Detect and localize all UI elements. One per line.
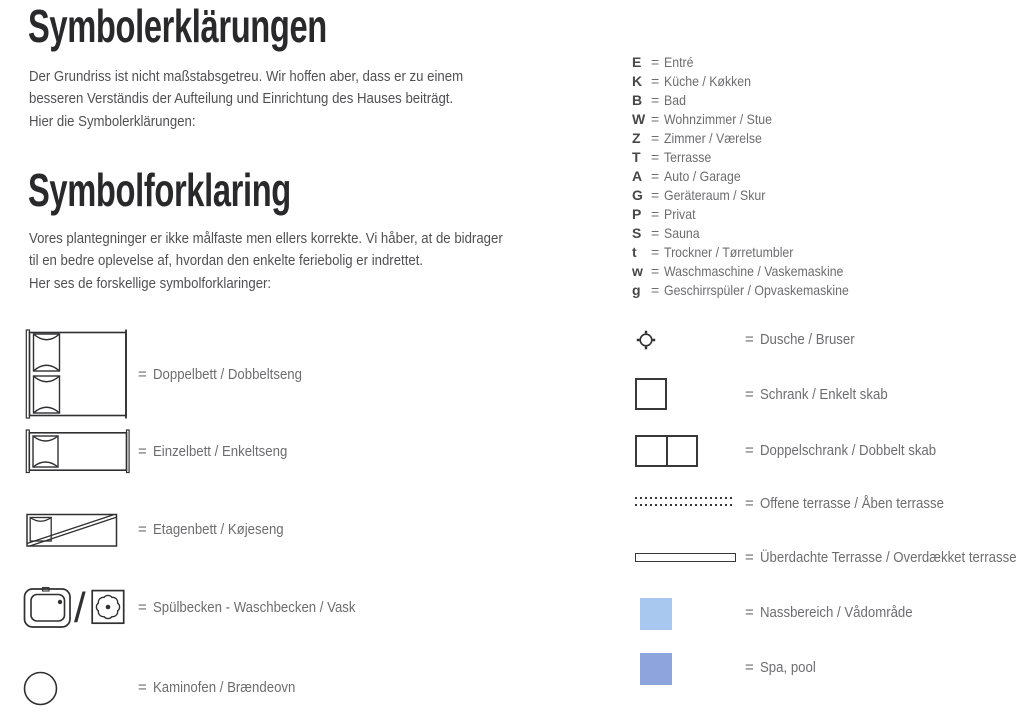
equals-sign: = xyxy=(651,206,660,222)
abbreviation-letter: w xyxy=(632,263,643,279)
abbreviation-meaning: Terrasse xyxy=(664,149,712,165)
abbreviation-letter: S xyxy=(632,225,642,241)
abbreviation-letter: P xyxy=(632,206,642,222)
abbreviation-meaning: Privat xyxy=(664,206,696,222)
kitchen-sink-icon xyxy=(23,587,72,629)
equals-sign: = xyxy=(651,54,660,70)
abbreviation-meaning: Trockner / Tørretumbler xyxy=(664,244,794,260)
dotted-line xyxy=(635,504,732,506)
equals-sign: = xyxy=(745,442,754,459)
symbol-label: = Dusche / Bruser xyxy=(745,331,855,348)
cabinet-half xyxy=(637,437,668,465)
symbol-label: = Offene terrasse / Åben terrasse xyxy=(745,495,944,512)
abbreviation-letter: W xyxy=(632,111,646,127)
equals-sign: = xyxy=(651,149,660,165)
abbreviation-meaning: Bad xyxy=(664,92,686,108)
symbol-label: = Kaminofen / Brændeovn xyxy=(138,679,296,696)
abbreviation-meaning: Entré xyxy=(664,54,694,70)
symbol-label: = Einzelbett / Enkeltseng xyxy=(138,443,288,460)
wood-stove-icon xyxy=(23,671,58,706)
symbol-label: = Überdachte Terrasse / Overdækket terrasse xyxy=(745,549,1017,566)
symbol-label: = Etagenbett / Køjeseng xyxy=(138,521,284,538)
abbreviation-meaning: Wohnzimmer / Stue xyxy=(664,111,772,127)
abbreviation-meaning: Geräteraum / Skur xyxy=(664,187,766,203)
equals-sign: = xyxy=(745,549,754,566)
abbreviation-meaning: Geschirrspüler / Opvaskemaskine xyxy=(664,282,849,298)
abbreviation-row xyxy=(632,91,1012,110)
intro-danish: Vores plantegninger er ikke målfaste men ellers korrekte. Vi håber, at de bidrager til en bedre oplevelse af, hvordan den enkelte feriebolig er indrettet. Her ses de forskellige symbolforklaringer: xyxy=(29,230,503,292)
abbreviation-letter: T xyxy=(632,149,641,165)
equals-sign: = xyxy=(651,225,660,241)
abbreviation-meaning: Küche / Køkken xyxy=(664,73,751,89)
equals-sign: = xyxy=(651,73,660,89)
abbreviation-letter: E xyxy=(632,54,642,70)
equals-sign: = xyxy=(651,130,660,146)
abbreviation-row xyxy=(632,148,1012,167)
symbol-label: = Nassbereich / Vådområde xyxy=(745,604,913,621)
equals-sign: = xyxy=(745,604,754,621)
symbol-label: = Spa, pool xyxy=(745,659,816,676)
abbreviation-letter: G xyxy=(632,187,643,203)
symbol-label: = Doppelschrank / Dobbelt skab xyxy=(745,442,936,459)
dotted-line xyxy=(635,497,732,499)
abbreviation-meaning: Auto / Garage xyxy=(664,168,741,184)
abbreviation-list xyxy=(632,53,1012,300)
symbol-label: = Doppelbett / Dobbeltseng xyxy=(138,366,302,383)
equals-sign: = xyxy=(651,244,660,260)
equals-sign: = xyxy=(138,366,147,383)
abbreviation-letter: g xyxy=(632,282,641,298)
shower-icon xyxy=(636,330,656,350)
open-terrace-icon xyxy=(635,497,732,507)
abbreviation-meaning: Sauna xyxy=(664,225,700,241)
equals-sign: = xyxy=(651,111,660,127)
abbreviation-letter: B xyxy=(632,92,643,108)
cabinet-half xyxy=(668,437,697,465)
equals-sign: = xyxy=(651,282,660,298)
equals-sign: = xyxy=(745,331,754,348)
equals-sign: = xyxy=(138,679,147,696)
equals-sign: = xyxy=(745,659,754,676)
abbreviation-row xyxy=(632,224,1012,243)
abbreviation-row xyxy=(632,72,1012,91)
abbreviation-letter: t xyxy=(632,244,637,260)
abbreviation-letter: Z xyxy=(632,130,641,146)
abbreviation-letter: A xyxy=(632,168,643,184)
equals-sign: = xyxy=(138,521,147,538)
equals-sign: = xyxy=(138,443,147,460)
abbreviation-row xyxy=(632,110,1012,129)
equals-sign: = xyxy=(651,92,660,108)
equals-sign: = xyxy=(745,495,754,512)
abbreviation-row xyxy=(632,53,1012,72)
equals-sign: = xyxy=(651,168,660,184)
spa-pool-icon xyxy=(640,653,672,685)
abbreviation-row xyxy=(632,262,1012,281)
symbol-label: = Spülbecken - Waschbecken / Vask xyxy=(138,599,356,616)
equals-sign: = xyxy=(745,386,754,403)
abbreviation-letter: K xyxy=(632,73,643,89)
bunk-bed-icon xyxy=(26,512,118,549)
covered-terrace-icon xyxy=(635,553,736,562)
page-title-danish: Symbolforklaring xyxy=(28,164,291,216)
intro-german: Der Grundriss ist nicht maßstabsgetreu. Wir hoffen aber, dass er zu einem besseren Verständis der Aufteilung und Einrichtung des Hauses beiträgt. Hier die Symbolerklärungen: xyxy=(29,68,464,130)
abbreviation-meaning: Zimmer / Værelse xyxy=(664,130,762,146)
abbreviation-row xyxy=(632,186,1012,205)
equals-sign: = xyxy=(651,187,660,203)
washbasin-icon xyxy=(91,589,125,625)
double-bed-icon xyxy=(25,329,128,419)
abbreviation-meaning: Waschmaschine / Vaskemaskine xyxy=(664,263,844,279)
abbreviation-row xyxy=(632,281,1012,300)
wet-area-icon xyxy=(640,598,672,630)
equals-sign: = xyxy=(651,263,660,279)
symbol-label: = Schrank / Enkelt skab xyxy=(745,386,888,403)
abbreviation-row xyxy=(632,129,1012,148)
page-title-german: Symbolerklärungen xyxy=(28,0,327,52)
abbreviation-row xyxy=(632,205,1012,224)
abbreviation-row xyxy=(632,243,1012,262)
equals-sign: = xyxy=(138,599,147,616)
single-cabinet-icon xyxy=(635,378,667,410)
abbreviation-row xyxy=(632,167,1012,186)
single-bed-icon xyxy=(25,429,130,474)
double-cabinet-icon xyxy=(635,435,698,467)
sink-separator: / xyxy=(74,584,86,631)
